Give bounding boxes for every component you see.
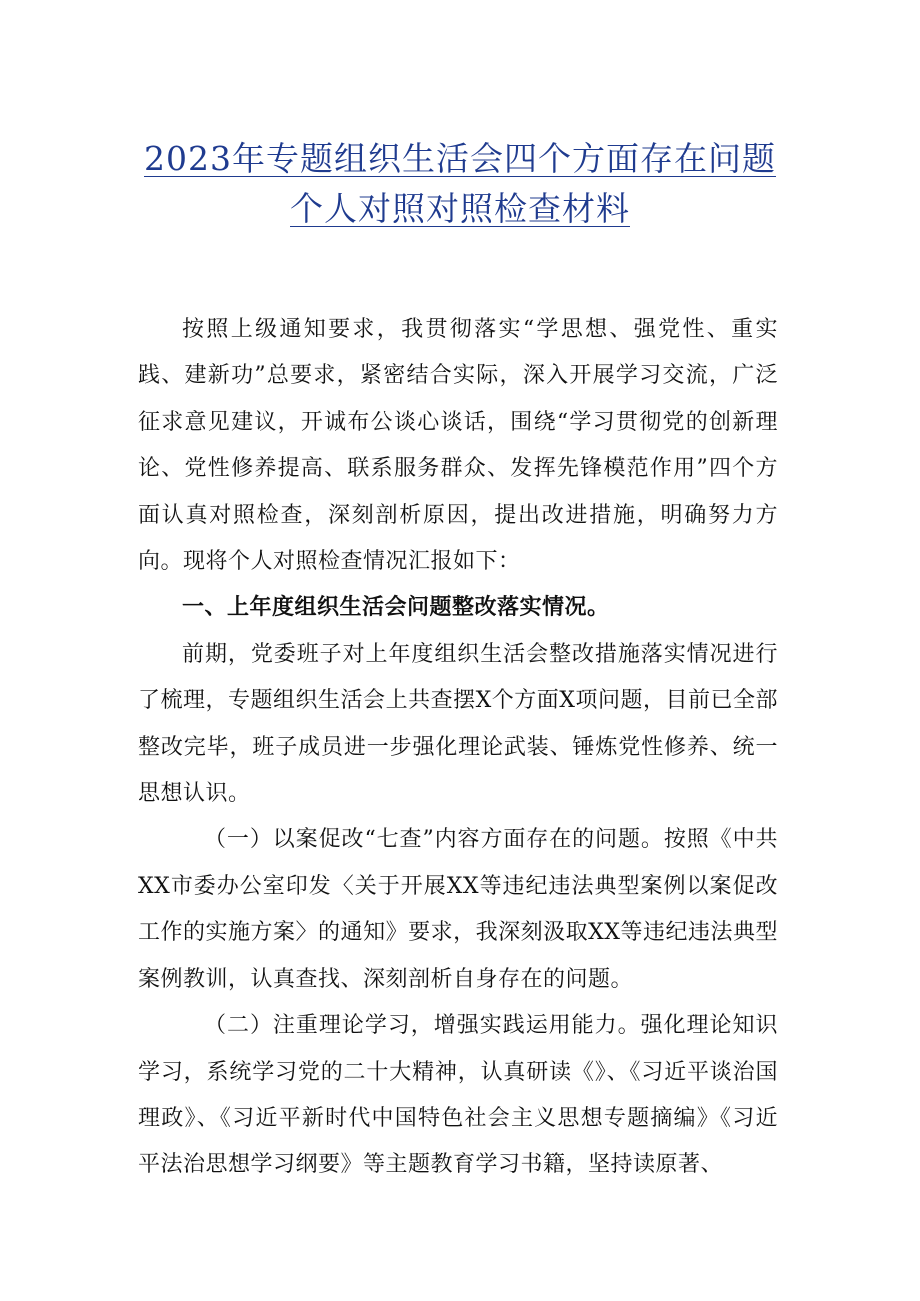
- section-heading-1: 一、上年度组织生活会问题整改落实情况。: [182, 595, 610, 621]
- title-line-1-text: 2023年专题组织生活会四个方面存在问题: [144, 139, 776, 178]
- document-title-line-1: [100, 138, 820, 180]
- subsection-1-paragraph: （一）以案促改“七查”内容方面存在的问题。按照《中共XX市委办公室印发〈关于开展XX等违纪违法典型案例以案促改工作的实施方案〉的通知》要求，我深刻汲取XX等违纪违法典型案例教训，认真查找、深刻剖析自身存在的问题。: [138, 827, 778, 992]
- document-body: [138, 307, 778, 1189]
- section-1-paragraph: 前期，党委班子对上年度组织生活会整改措施落实情况进行了梳理，专题组织生活会上共查摆X个方面X项问题，目前已全部整改完毕，班子成员进一步强化理论武装、锤炼党性修养、统一思想认识。: [138, 641, 778, 807]
- document-title-line-2: [100, 188, 820, 230]
- subsection-2-paragraph: （二）注重理论学习，增强实践运用能力。强化理论知识学习，系统学习党的二十大精神，认真研读《》、《习近平谈治国理政》、《习近平新时代中国特色社会主义思想专题摘编》《习近平法治思想学习纲要》等主题教育学习书籍，坚持读原著、: [138, 1013, 778, 1178]
- title-line-2-text: 个人对照对照检查材料: [290, 189, 630, 228]
- intro-paragraph: 按照上级通知要求，我贯彻落实“学思想、强党性、重实践、建新功”总要求，紧密结合实际，深入开展学习交流，广泛征求意见建议，开诚布公谈心谈话，围绕“学习贯彻党的创新理论、党性修养提高、联系服务群众、发挥先锋模范作用”四个方面认真对照检查，深刻剖析原因，提出改进措施，明确努力方向。现将个人对照检查情况汇报如下：: [138, 317, 778, 575]
